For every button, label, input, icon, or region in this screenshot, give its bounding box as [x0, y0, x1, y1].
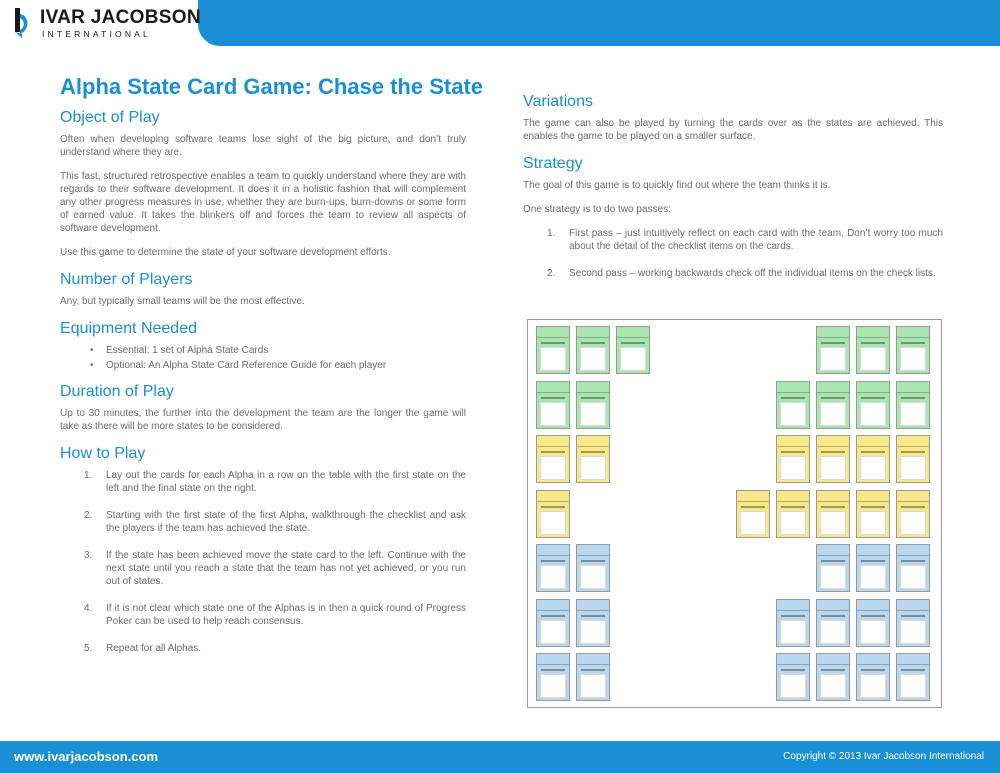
- step-item: [60, 469, 466, 495]
- pass-item: [523, 267, 943, 280]
- state-card: [816, 435, 850, 483]
- state-card: [856, 544, 890, 592]
- strategy-passes: [523, 227, 943, 280]
- duration-text: Up to 30 minutes, the further into the development the team are the longer the game will take as there will be more states to be considered.: [60, 408, 466, 432]
- state-card: [776, 599, 810, 647]
- footer-copyright: Copyright © 2013 Ivar Jacobson International: [783, 751, 984, 762]
- equipment-item: • Optional: An Alpha State Card Reference Guide for each player: [106, 359, 466, 372]
- pass-text: Second pass – working backwards check off the individual items on the check lists.: [569, 268, 936, 279]
- step-number: 3.: [84, 550, 93, 561]
- state-card: [816, 599, 850, 647]
- pass-item: [523, 227, 943, 253]
- object-paragraph-3: Use this game to determine the state of your software development efforts.: [60, 247, 391, 258]
- state-card: [576, 435, 610, 483]
- state-card: [816, 653, 850, 701]
- how-to-play-heading: How to Play: [60, 445, 146, 462]
- step-item: [60, 642, 466, 655]
- pass-number: 1.: [547, 228, 556, 239]
- state-card: [816, 490, 850, 538]
- state-card: [576, 653, 610, 701]
- state-card: [856, 381, 890, 429]
- step-text: Starting with the first state of the first Alpha, walkthrough the checklist and ask the players if the team has achieved the state.: [106, 510, 466, 534]
- step-text: Repeat for all Alphas.: [106, 643, 202, 654]
- logo-subtitle: INTERNATIONAL: [42, 29, 151, 39]
- state-card: [896, 381, 930, 429]
- header-banner: [198, 0, 1000, 46]
- page-title: Alpha State Card Game: Chase the State: [60, 74, 484, 99]
- state-card: [576, 544, 610, 592]
- equipment-list: [60, 344, 466, 372]
- company-logo[interactable]: [12, 8, 201, 39]
- state-card: [856, 653, 890, 701]
- state-card: [896, 653, 930, 701]
- state-card: [776, 381, 810, 429]
- state-card: [536, 599, 570, 647]
- step-text: If the state has been achieved move the state card to the left. Continue with the next state until you reach a state that the team has not yet achieved, or you run out of states.: [106, 550, 466, 587]
- state-card: [896, 490, 930, 538]
- state-card: [536, 490, 570, 538]
- state-card: [736, 490, 770, 538]
- step-number: 1.: [84, 470, 93, 481]
- equipment-heading: Equipment Needed: [60, 320, 197, 337]
- state-card: [536, 653, 570, 701]
- variations-text: The game can also be played by turning the cards over as the states are achieved. This enables the game to be played on a smaller surface.: [523, 118, 943, 142]
- step-item: [60, 509, 466, 535]
- strategy-heading: Strategy: [523, 155, 583, 172]
- pass-number: 2.: [547, 268, 556, 279]
- step-number: 2.: [84, 510, 93, 521]
- state-card: [856, 599, 890, 647]
- variations-heading: Variations: [523, 93, 593, 110]
- state-card: [536, 326, 570, 374]
- step-text: If it is not clear which state one of the Alphas is in then a quick round of Progress Poker can be used to help reach consensus.: [106, 603, 466, 627]
- footer: [0, 741, 1000, 773]
- strategy-paragraph-2: One strategy is to do two passes:: [523, 204, 671, 215]
- state-card: [576, 326, 610, 374]
- footer-website-link[interactable]: www.ivarjacobson.com: [14, 749, 159, 764]
- state-card: [776, 653, 810, 701]
- how-to-play-steps: [60, 469, 466, 655]
- state-card: [896, 544, 930, 592]
- pass-text: First pass – just intuitively reflect on each card with the team. Don’t worry too much about the detail of the checklist items on the cards.: [569, 228, 943, 252]
- right-column: [523, 92, 943, 294]
- state-card: [576, 599, 610, 647]
- state-card: [776, 490, 810, 538]
- state-card: [536, 544, 570, 592]
- strategy-paragraph-1: The goal of this game is to quickly find out where the team thinks it is.: [523, 180, 831, 191]
- alpha-cards-layout-image: [527, 319, 942, 708]
- state-card: [616, 326, 650, 374]
- state-card: [856, 326, 890, 374]
- equipment-item: • Essential: 1 set of Alpha State Cards: [106, 344, 466, 357]
- step-number: 4.: [84, 603, 93, 614]
- state-card: [856, 490, 890, 538]
- logo-name: IVAR JACOBSON: [40, 7, 201, 28]
- object-paragraph-1: Often when developing software teams lose sight of the big picture, and don’t truly understand where they are.: [60, 134, 466, 158]
- state-card: [576, 381, 610, 429]
- players-text: Any, but typically small teams will be the most effective.: [60, 296, 305, 307]
- state-card: [776, 435, 810, 483]
- step-item: [60, 602, 466, 628]
- state-card: [816, 544, 850, 592]
- step-item: [60, 549, 466, 588]
- logo-mark-icon: [12, 8, 34, 38]
- state-card: [536, 435, 570, 483]
- state-card: [816, 381, 850, 429]
- object-of-play-heading: Object of Play: [60, 109, 160, 126]
- players-heading: Number of Players: [60, 271, 193, 288]
- state-card: [896, 599, 930, 647]
- duration-heading: Duration of Play: [60, 383, 174, 400]
- step-text: Lay out the cards for each Alpha in a row on the table with the first state on the left and the final state on the right.: [106, 470, 466, 494]
- state-card: [896, 326, 930, 374]
- state-card: [856, 435, 890, 483]
- state-card: [896, 435, 930, 483]
- left-column: [60, 108, 466, 669]
- state-card: [536, 381, 570, 429]
- state-card: [816, 326, 850, 374]
- object-paragraph-2: This fast, structured retrospective enables a team to quickly understand where they are with regards to their software development. It does it in a holistic fashion that will complement any other progress measures in use, whether they are burn-ups, burn-downs or some form of earned value. It takes the blinkers off and forces the team to review all aspects of software development.: [60, 171, 466, 234]
- step-number: 5.: [84, 643, 93, 654]
